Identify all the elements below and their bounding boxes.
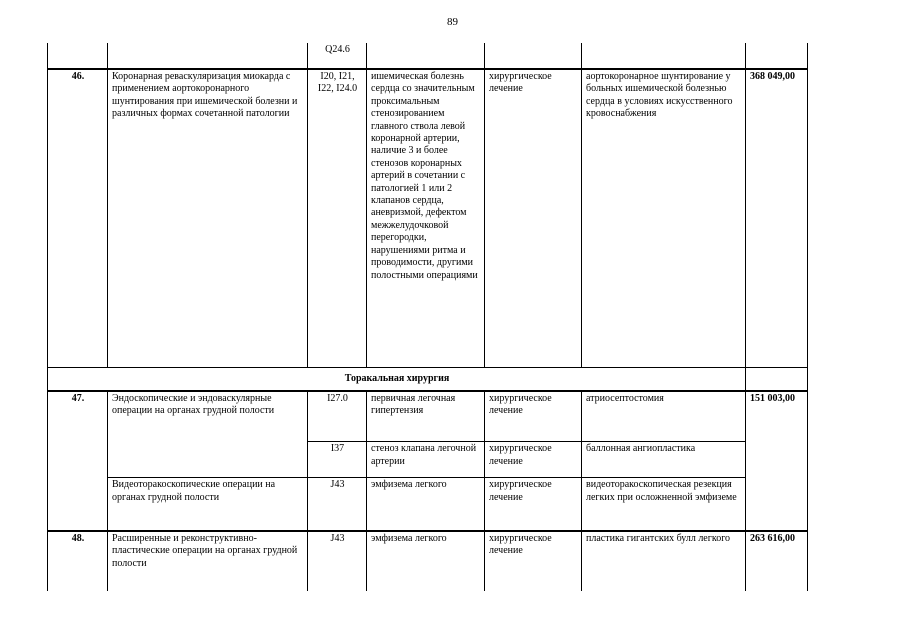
method-cell <box>582 43 746 69</box>
row-number: 48. <box>48 531 108 591</box>
price: 368 049,00 <box>746 69 808 367</box>
treatment-type: хирургическое лечение <box>485 391 582 442</box>
icd-code: J43 <box>308 478 367 531</box>
treatment-type: хирургическое лечение <box>485 69 582 367</box>
icd-code: I27.0 <box>308 391 367 442</box>
price: 151 003,00 <box>746 391 808 531</box>
table-row-48 <box>48 531 808 591</box>
section-title: Торакальная хирургия <box>48 367 746 391</box>
treatment-type: хирургическое лечение <box>485 478 582 531</box>
service-name: Расширенные и реконструктивно-пластические операции на органах грудной полости <box>108 531 308 591</box>
table-row-47c <box>48 478 808 531</box>
medical-services-table <box>47 43 808 591</box>
section-empty-cell <box>746 367 808 391</box>
section-row <box>48 367 808 391</box>
patient-model: эмфизема легкого <box>367 531 485 591</box>
patient-model: эмфизема легкого <box>367 478 485 531</box>
treatment-method: аортокоронарное шунтирование у больных ишемической болезнью сердца в условиях искусственного кровоснабжения <box>582 69 746 367</box>
price: 263 616,00 <box>746 531 808 591</box>
table-row-46 <box>48 69 808 367</box>
price-cell <box>746 43 808 69</box>
service-name: Видеоторакоскопические операции на органах грудной полости <box>108 478 308 531</box>
patient-model: стеноз клапана легочной артерии <box>367 442 485 478</box>
treatment-method: видеоторакоскопическая резекция легких при осложненной эмфиземе <box>582 478 746 531</box>
model-cell <box>367 43 485 69</box>
icd-code: I37 <box>308 442 367 478</box>
num-cell <box>48 43 108 69</box>
treatment-method: атриосептостомия <box>582 391 746 442</box>
treatment-cell <box>485 43 582 69</box>
patient-model: ишемическая болезнь сердца со значительным проксимальным стенозированием главного ствола левой коронарной артерии, наличие 3 и более стенозов коронарных артерий в сочетании с патологией 1 или 2 клапанов сердца, аневризмой, дефектом межжелудочковой перегородки, нарушениями ритма и проводимости, другими полостными операциями <box>367 69 485 367</box>
treatment-method: пластика гигантских булл легкого <box>582 531 746 591</box>
row-number: 47. <box>48 391 108 531</box>
document-table-wrapper <box>47 43 808 591</box>
treatment-type: хирургическое лечение <box>485 442 582 478</box>
treatment-method: баллонная ангиопластика <box>582 442 746 478</box>
table-row-47a <box>48 391 808 442</box>
patient-model: первичная легочная гипертензия <box>367 391 485 442</box>
service-name: Коронарная реваскуляризация миокарда с применением аортокоронарного шунтирования при ишемической болезни и различных формах сочетанной патологии <box>108 69 308 367</box>
name-cell <box>108 43 308 69</box>
page-number: 89 <box>447 16 458 28</box>
row-number: 46. <box>48 69 108 367</box>
icd-code: J43 <box>308 531 367 591</box>
icd-codes: I20, I21, I22, I24.0 <box>308 69 367 367</box>
code-cell: Q24.6 <box>308 43 367 69</box>
continuation-row <box>48 43 808 69</box>
service-name: Эндоскопические и эндоваскулярные операции на органах грудной полости <box>108 391 308 478</box>
treatment-type: хирургическое лечение <box>485 531 582 591</box>
